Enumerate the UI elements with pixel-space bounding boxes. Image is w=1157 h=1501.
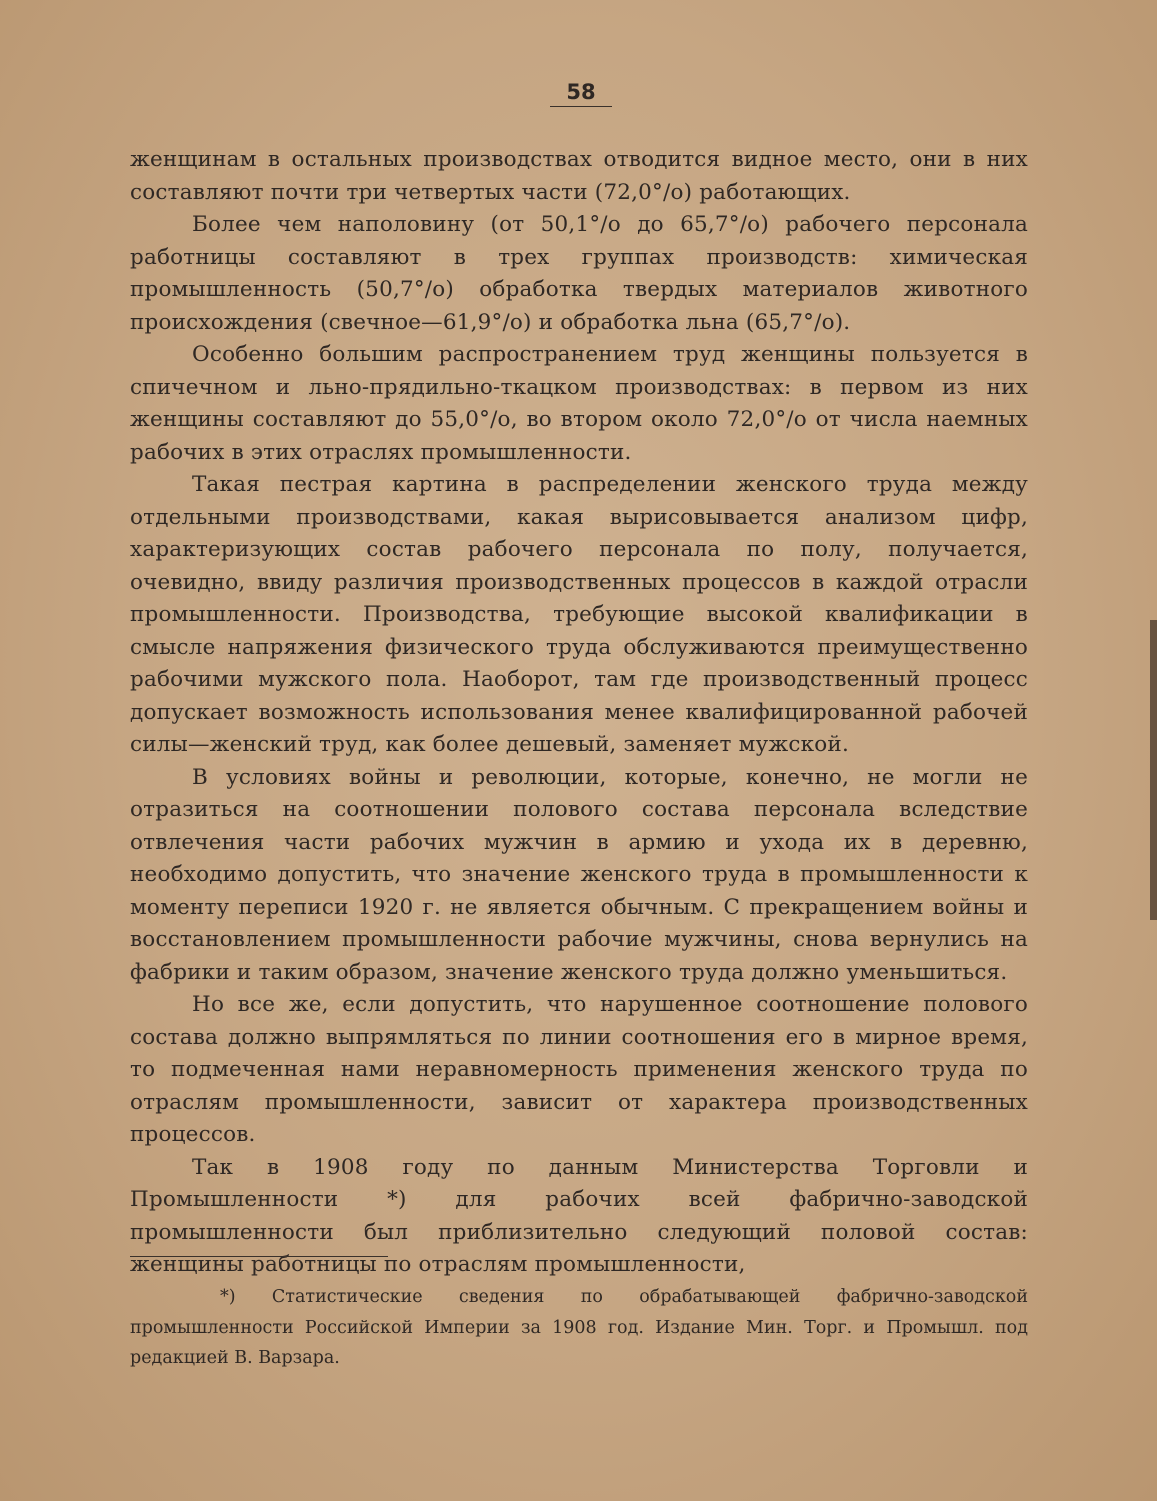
- paragraph-2: Более чем наполовину (от 50,1°/о до 65,7°/о) рабочего персонала работницы составляют в трех группах производств: химическая промышленность (50,7°/о) обработка твердых материалов животного происхождения (свечное—61,9°/о) и обработка льна (65,7°/о).: [130, 212, 1028, 335]
- paragraph-5: В условиях войны и революции, которые, конечно, не могли не отразиться на соотношении полового состава персонала вследствие отвлечения части рабочих мужчин в армию и ухода их в деревню, необходимо допустить, что значение женского труда в промышленности к моменту переписи 1920 г. не является обычным. С прекращением войны и восстановлением промышленности рабочие мужчины, снова вернулись на фабрики и таким образом, значение женского труда должно уменьшиться.: [130, 764, 1028, 985]
- paragraph-3: Особенно большим распространением труд женщины пользуется в спичечном и льно-прядильно-ткацком производствах: в первом из них женщины составляют до 55,0°/о, во втором около 72,0°/о от числа наемных рабочих в этих отраслях промышленности.: [130, 342, 1028, 465]
- paragraph-6: Но все же, если допустить, что нарушенное соотношение полового состава должно выпрямляться по линии соотношения его в мирное время, то подмеченная нами неравномерность применения женского труда по отраслям промышленности, зависит от характера производственных процессов.: [130, 992, 1028, 1147]
- footnote: *) Статистические сведения по обрабатывающей фабрично-заводской промышленности Российской Империи за 1908 год. Издание Мин. Торг. и Промышл. под редакцией В. Варзара.: [130, 1287, 1028, 1368]
- main-text: [130, 144, 1028, 1282]
- paragraph-1: женщинам в остальных производствах отводится видное место, они в них составляют почти три четвертых части (72,0°/о) работающих.: [130, 147, 1028, 205]
- paragraph-4: Такая пестрая картина в распределении женского труда между отдельными производствами, какая вырисовывается анализом цифр, характеризующих состав рабочего персонала по полу, получается, очевидно, ввиду различия производственных процессов в каждой отрасли промышленности. Производства, требующие высокой квалификации в смысле напряжения физического труда обслуживаются преимущественно рабочими мужского пола. Наоборот, там где производственный процесс допускает возможность использования менее квалифицированной рабочей силы—женский труд, как более дешевый, заменяет мужской.: [130, 472, 1028, 757]
- paragraph-7: Так в 1908 году по данным Министерства Торговли и Промышленности *) для рабочих всей фабрично-заводской промышленности был приблизительно следующий половой состав: женщины работницы по отраслям промышленности,: [130, 1154, 1028, 1277]
- page-number: 58: [550, 80, 612, 107]
- page-edge-shadow: [1150, 620, 1157, 920]
- footnote-divider: [130, 1256, 388, 1257]
